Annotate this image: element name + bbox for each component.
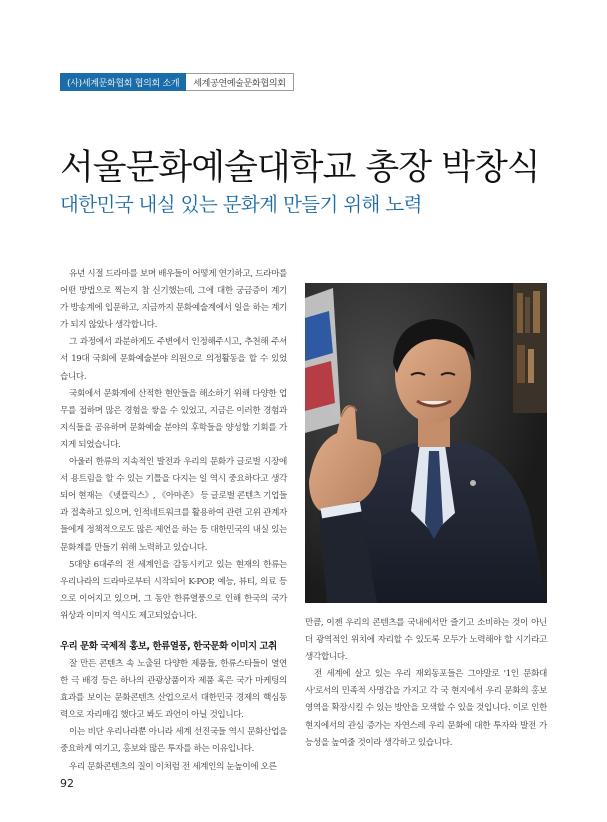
- association-tag: (사)세계문화협회 협의회 소개: [60, 73, 186, 91]
- paragraph: 잘 만든 콘텐츠 속 노출된 다양한 제품들, 한류스타들이 열연한 극 배경 등은 하나의 관광상품이자 제품 혹은 국가 마케팅의 효과를 보이는 문화콘텐츠 산업으로서 대한민국 경제의 핵심동력으로 자리매김 했다고 봐도 과언이 아닐 것입니다.: [60, 658, 287, 721]
- paragraph: 이는 비단 우리나라뿐 아니라 세계 선진국들 역시 문화산업을 중요하게 여기고, 홍보와 많은 투자를 하는 이유입니다.: [60, 727, 287, 755]
- council-tag: 세계공연예술문화협의회: [186, 73, 293, 91]
- left-column: [60, 266, 287, 776]
- paragraph: 만큼, 이젠 우리의 콘텐츠를 국내에서만 즐기고 소비하는 것이 아닌 더 광역적인 위치에 자리할 수 있도록 모두가 노력해야 할 시기라고 생각합니다.: [305, 618, 547, 663]
- paragraph: 그 과정에서 과분하게도 주변에서 인정해주시고, 추천해 주셔서 19대 국회에 문화예술분야 의원으로 의정활동을 할 수 있었습니다.: [60, 337, 287, 382]
- paragraph: 전 세계에 살고 있는 우리 재외동포들은 그야말로 '1인 문화대사'로서의 민족적 사명감을 가지고 각 국 현지에서 우리 문화의 홍보영역을 확장시킬 수 있는 방안을 모색할 수 있을 것입니다. 이로 인한 현지에서의 관심 증가는 자연스레 우리 문화에 대한 투자와 발전 가능성을 높여줄 것이라 생각하고 있습니다.: [305, 669, 547, 748]
- section-heading: 우리 문화 국제적 홍보, 한류열풍, 한국문화 이미지 고취: [60, 640, 277, 652]
- right-column: [305, 615, 547, 752]
- portrait-illustration: [305, 283, 547, 603]
- paragraph: 국회에서 문화계에 산적한 현안들을 해소하기 위해 다양한 업무를 접하며 많은 경험을 쌓을 수 있었고, 지금은 이러한 경험과 지식들을 공유하며 문화예술 분야의 후학들을 양성할 기회를 가지게 되었습니다.: [60, 388, 287, 450]
- paragraph: 아울러 한류의 지속적인 발전과 우리의 문화가 글로벌 시장에서 용트림을 할 수 있는 기틀을 다지는 일 역시 중요하다고 생각되어 현재는 《넷플릭스》, 《아마존》 등 글로벌 콘텐츠 기업들과 접촉하고 있으며, 인적네트워크를 활용하여 관련 고위 관계자들에게 정책적으로도 많은 제언을 하는 등 대한민국의 내실 있는 문화계를 만들기 위해 노력하고 있습니다.: [60, 457, 287, 553]
- paragraph: 유년 시절 드라마를 보며 배우들이 어떻게 연기하고, 드라마를 어떤 방법으로 찍는지 참 신기했는데, 그에 대한 궁금증이 계기가 방송계에 입문하고, 지금까지 문화예술계에서 일을 하는 계기가 되지 않았나 생각합니다.: [60, 269, 287, 331]
- page-number: 92: [60, 777, 74, 790]
- article-subtitle: 대한민국 내실 있는 문화계 만들기 위해 노력: [60, 193, 422, 216]
- section-tag: [60, 73, 294, 91]
- portrait-photo: [305, 283, 547, 603]
- article-title: 서울문화예술대학교 총장 박창식: [60, 148, 540, 188]
- paragraph: 우리 문화콘텐츠의 질이 이처럼 전 세계인의 눈높이에 오른: [69, 761, 277, 772]
- paragraph: 5대양 6대주의 전 세계인을 감동시키고 있는 현재의 한류는 우리나라의 드라마로부터 시작되어 K-POP, 예능, 뷰티, 의료 등으로 이어지고 있으며, 그 동안 한류열풍으로 인해 한국의 국가위상과 이미지 역시도 제고되었습니다.: [60, 559, 287, 621]
